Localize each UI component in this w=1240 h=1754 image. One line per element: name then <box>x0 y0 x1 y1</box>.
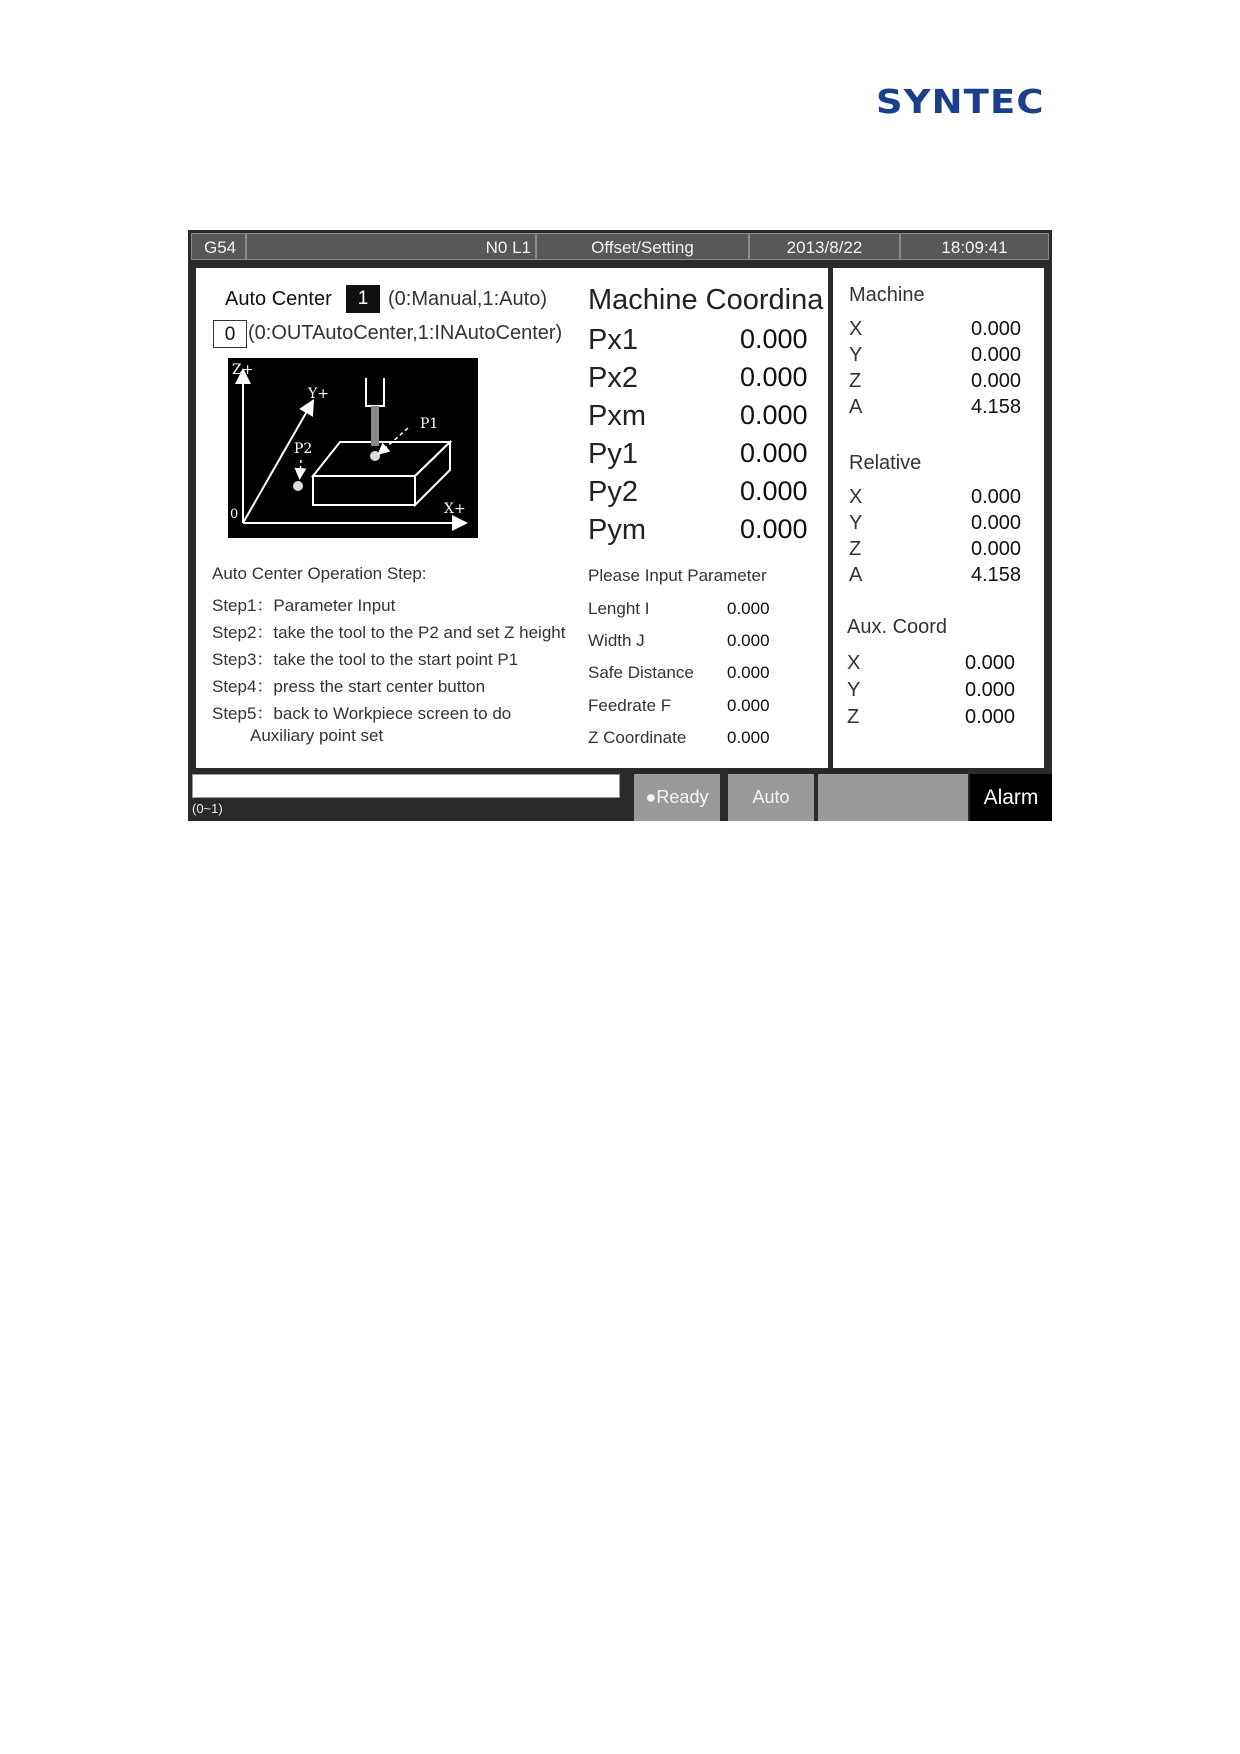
machine-value-y: 0.000 <box>971 344 1022 366</box>
z-axis-label: Z+ <box>232 362 254 378</box>
coord-label-pxm: Pxm <box>588 400 646 432</box>
machine-value-z: 0.000 <box>971 370 1022 392</box>
param-value-z-coordinate[interactable]: 0.000 <box>727 728 770 747</box>
y-axis-line <box>243 406 313 523</box>
cnc-screen <box>188 230 1052 821</box>
aux-axis-z: Z <box>847 706 860 728</box>
coord-label-py2: Py2 <box>588 476 638 508</box>
aux-value-z: 0.000 <box>965 706 1016 728</box>
center-mode-field[interactable]: 0 <box>213 320 247 348</box>
p1-pointer <box>382 428 408 451</box>
param-label-width: Width J <box>588 631 645 650</box>
param-value-width[interactable]: 0.000 <box>727 631 770 650</box>
coord-value-pxm: 0.000 <box>740 400 808 430</box>
step-item: Step2：take the tool to the P2 and set Z height <box>212 623 566 642</box>
command-input[interactable] <box>192 774 620 798</box>
p2-pointer <box>300 460 301 474</box>
tool-holder <box>366 378 384 406</box>
steps-heading: Auto Center Operation Step: <box>212 564 427 583</box>
ready-status: ●Ready <box>634 774 720 821</box>
param-label-safe-distance: Safe Distance <box>588 663 694 682</box>
alarm-button[interactable]: Alarm <box>970 774 1052 821</box>
aux-coord-title: Aux. Coord <box>847 616 948 638</box>
auto-center-field[interactable]: 1 <box>346 285 380 313</box>
param-label-feedrate: Feedrate F <box>588 696 672 715</box>
input-range-hint: (0~1) <box>192 801 223 816</box>
param-label-length: Lenght I <box>588 599 650 618</box>
auto-center-label: Auto Center <box>225 288 332 310</box>
status-slot-empty <box>818 774 968 821</box>
workpiece-front <box>313 476 415 505</box>
tool-shank <box>371 406 379 446</box>
coord-value-py2: 0.000 <box>740 476 808 506</box>
relative-value-z: 0.000 <box>971 538 1022 560</box>
step-item: Step5：back to Workpiece screen to do <box>212 704 512 723</box>
relative-title: Relative <box>849 452 922 474</box>
param-value-safe-distance[interactable]: 0.000 <box>727 663 770 682</box>
status-bar <box>188 770 1052 821</box>
machine-value-x: 0.000 <box>971 318 1022 340</box>
center-mode-hint: (0:OUTAutoCenter,1:INAutoCenter) <box>248 322 563 344</box>
relative-value-x: 0.000 <box>971 486 1022 508</box>
machine-title: Machine <box>849 284 925 306</box>
origin-label: 0 <box>230 507 239 522</box>
point-p2 <box>293 481 303 491</box>
coord-value-px1: 0.000 <box>740 324 808 354</box>
point-p1 <box>370 451 380 461</box>
coord-label-pym: Pym <box>588 514 646 546</box>
coord-value-py1: 0.000 <box>740 438 808 468</box>
coord-system-indicator: G54 <box>191 233 246 260</box>
coord-label-px1: Px1 <box>588 324 638 356</box>
auto-center-hint: (0:Manual,1:Auto) <box>388 288 547 310</box>
relative-axis-a: A <box>849 564 863 586</box>
param-value-feedrate[interactable]: 0.000 <box>727 696 770 715</box>
auto-center-panel <box>196 268 828 768</box>
coord-label-px2: Px2 <box>588 362 638 394</box>
step-item: Step1：Parameter Input <box>212 596 396 615</box>
relative-value-y: 0.000 <box>971 512 1022 534</box>
step-item: Step3：take the tool to the start point P1 <box>212 650 519 669</box>
machine-axis-z: Z <box>849 370 862 392</box>
coordinate-side-panel <box>833 268 1044 768</box>
diagram-svg <box>228 358 478 538</box>
title-bar <box>188 230 1052 264</box>
relative-axis-x: X <box>849 486 863 508</box>
parameter-heading: Please Input Parameter <box>588 566 767 585</box>
date-display: 2013/8/22 <box>749 233 900 260</box>
aux-axis-y: Y <box>847 679 861 701</box>
machine-value-a: 4.158 <box>971 396 1022 418</box>
param-value-length[interactable]: 0.000 <box>727 599 770 618</box>
relative-value-a: 4.158 <box>971 564 1022 586</box>
relative-axis-z: Z <box>849 538 862 560</box>
relative-axis-y: Y <box>849 512 863 534</box>
step-item: Step4：press the start center button <box>212 677 486 696</box>
y-axis-label: Y+ <box>308 386 329 402</box>
workpiece-side <box>415 442 450 505</box>
syntec-logo: SYNTEC <box>876 82 1045 121</box>
machine-axis-x: X <box>849 318 863 340</box>
machine-axis-y: Y <box>849 344 863 366</box>
time-display: 18:09:41 <box>900 233 1049 260</box>
step-continuation: Auxiliary point set <box>250 726 384 745</box>
machine-coord-heading: Machine Coordina <box>588 284 824 316</box>
machine-axis-a: A <box>849 396 863 418</box>
workpiece-top <box>313 442 450 476</box>
mode-status: Auto <box>728 774 814 821</box>
auto-center-diagram <box>228 358 478 538</box>
p2-label: P2 <box>294 441 313 457</box>
coord-value-pym: 0.000 <box>740 514 808 544</box>
param-label-z-coordinate: Z Coordinate <box>588 728 687 747</box>
aux-axis-x: X <box>847 652 861 674</box>
p1-label: P1 <box>420 416 439 432</box>
program-line-indicator: N0 L1 <box>246 233 536 260</box>
coord-value-px2: 0.000 <box>740 362 808 392</box>
aux-value-y: 0.000 <box>965 679 1016 701</box>
aux-value-x: 0.000 <box>965 652 1016 674</box>
page-title: Offset/Setting <box>536 233 749 260</box>
x-axis-label: X+ <box>444 501 466 517</box>
coord-label-py1: Py1 <box>588 438 638 470</box>
